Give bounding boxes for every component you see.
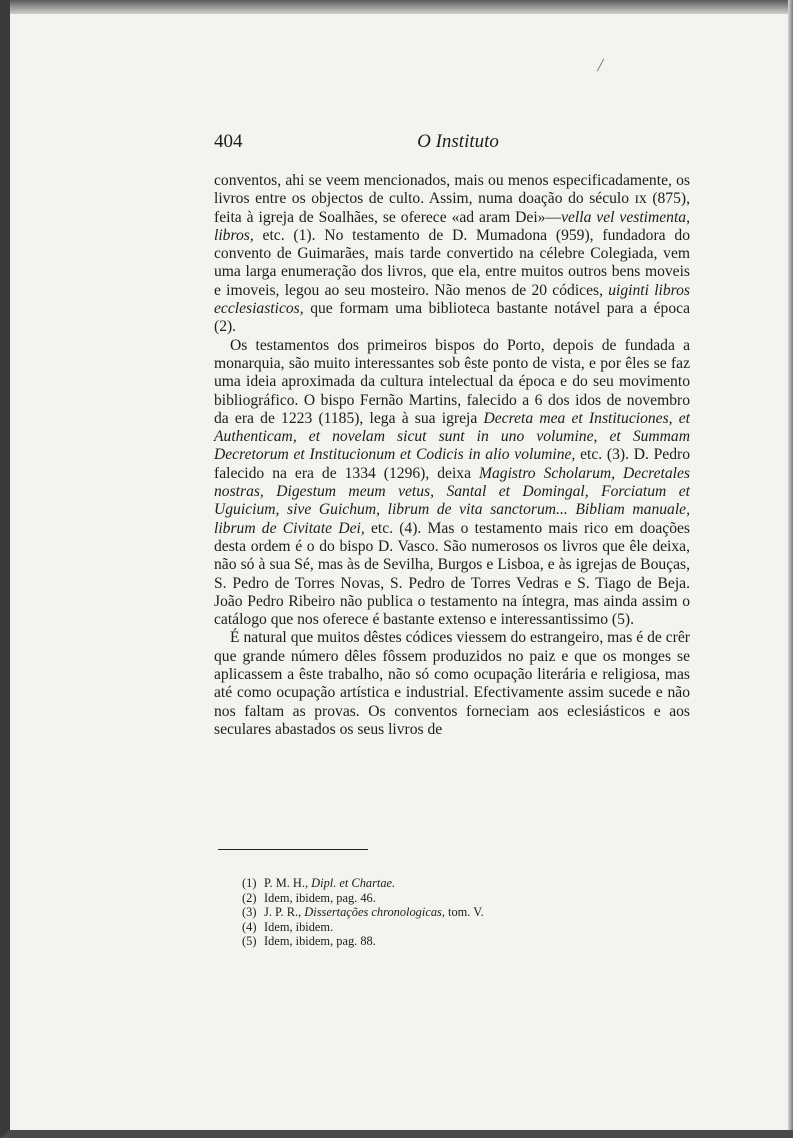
footnote-text: Idem, ibidem, pag. 88.: [264, 934, 376, 948]
footnote-text: tom. V.: [444, 905, 484, 919]
footnote-rule: [218, 849, 368, 850]
italic-run: vella vel vestimenta, libros,: [214, 208, 691, 244]
page-header: [204, 131, 690, 157]
text-run: conventos, ahi se veem mencionados, mais ou menos especificadamente, os livros entre os objectos de culto. Assim, numa doação do século ɪx (875), feita à igreja de Soalhães, se oferece «ad aram Dei»—: [214, 172, 690, 226]
footnote-italic: Dissertações chronologicas,: [304, 905, 445, 919]
footnote-number: (3): [242, 905, 257, 919]
paragraph-2: [214, 337, 690, 630]
text-run: etc. (3). D. Pedro falecido na era de 1334 (1296), deixa: [214, 446, 690, 482]
footnote-text: Idem, ibidem, pag. 46.: [264, 890, 376, 905]
footnote-text: Idem, ibidem.: [264, 919, 334, 934]
italic-run: Decreta mea et Instituciones, et Authenticam, et novelam sicut sunt in uno volumine, et Summam Decretorum et Institucionum et Codicis in alio volumine,: [214, 409, 690, 464]
footnote: [242, 905, 602, 920]
text-run: que formam uma biblioteca bastante notável para a época (2).: [214, 300, 690, 336]
footnote-text: J. P. R.,: [264, 905, 305, 919]
running-title: O Instituto: [417, 131, 499, 152]
footnote-number: (2): [242, 890, 257, 905]
paragraph-3: É natural que muitos dêstes códices viessem do estrangeiro, mas é de crêr que grande número dêles fôssem produzidos no paiz e que os monges se aplicassem a êste trabalho, não só como ocupação literária e religiosa, mas até como ocupação artística e industrial. Efectivamente assim sucede e não nos faltam as provas. Os conventos forneciam aos eclesiásticos e aos seculares abastados os seus livros de: [214, 629, 690, 738]
pencil-mark: [597, 59, 604, 72]
footnote-number: (4): [242, 919, 257, 934]
footnote-italic: Dipl. et Chartae.: [311, 876, 396, 890]
text-run: etc. (4). Mas o testamento mais rico em doações desta ordem é o do bispo D. Vasco. São numerosos os livros que êle deixa, não só à sua Sé, mas às de Sevilha, Burgos e Lisboa, e às igrejas de Bouças, S. Pedro de Torres Novas, S. Pedro de Torres Vedras e S. Tiago de Beja. João Pedro Ribeiro não publica o testamento na íntegra, mas ainda assim o catálogo que nos oferece é bastante extenso e interessantissimo (5).: [214, 519, 690, 629]
page-number: 404: [214, 131, 243, 152]
text-run: Os testamentos dos primeiros bispos do Porto, depois de fundada a monarquia, são muito interessantes sob êste ponto de vista, e por êles se faz uma ideia aproximada da cultura intelectual da época e do seu movimento bibliográfico. O bispo Fernão Martins, falecido a 6 dos idos de novembro da era de 1223 (1185), lega à sua igreja: [214, 336, 690, 427]
paragraph-1: [214, 172, 690, 337]
footnote: [242, 934, 602, 949]
footnote-text: P. M. H.,: [264, 876, 312, 890]
body-text: [214, 172, 690, 739]
text-run: etc. (1). No testamento de D. Mumadona (959), fundadora do convento de Guimarães, mais tarde convertido na célebre Colegiada, vem uma larga enumeração dos livros, que ela, entre muitos outros bens moveis e imoveis, legou ao seu mosteiro. Não menos de 20 códices,: [214, 226, 690, 299]
italic-run: uiginti libros ecclesiasticos,: [214, 281, 691, 318]
footnote-number: (5): [242, 934, 257, 948]
italic-run: Magistro Scholarum, Decretales nostras, Digestum meum vetus, Santal et Domingal, Forciatum et Uguicium, sive Guichum, librum de vita sanctorum... Bibliam manuale, librum de Civitate Dei,: [214, 464, 690, 537]
footnote: [242, 920, 602, 935]
footnotes: [242, 876, 602, 949]
footnote: [242, 876, 602, 891]
footnote: [242, 891, 602, 906]
footnote-number: (1): [242, 876, 257, 890]
